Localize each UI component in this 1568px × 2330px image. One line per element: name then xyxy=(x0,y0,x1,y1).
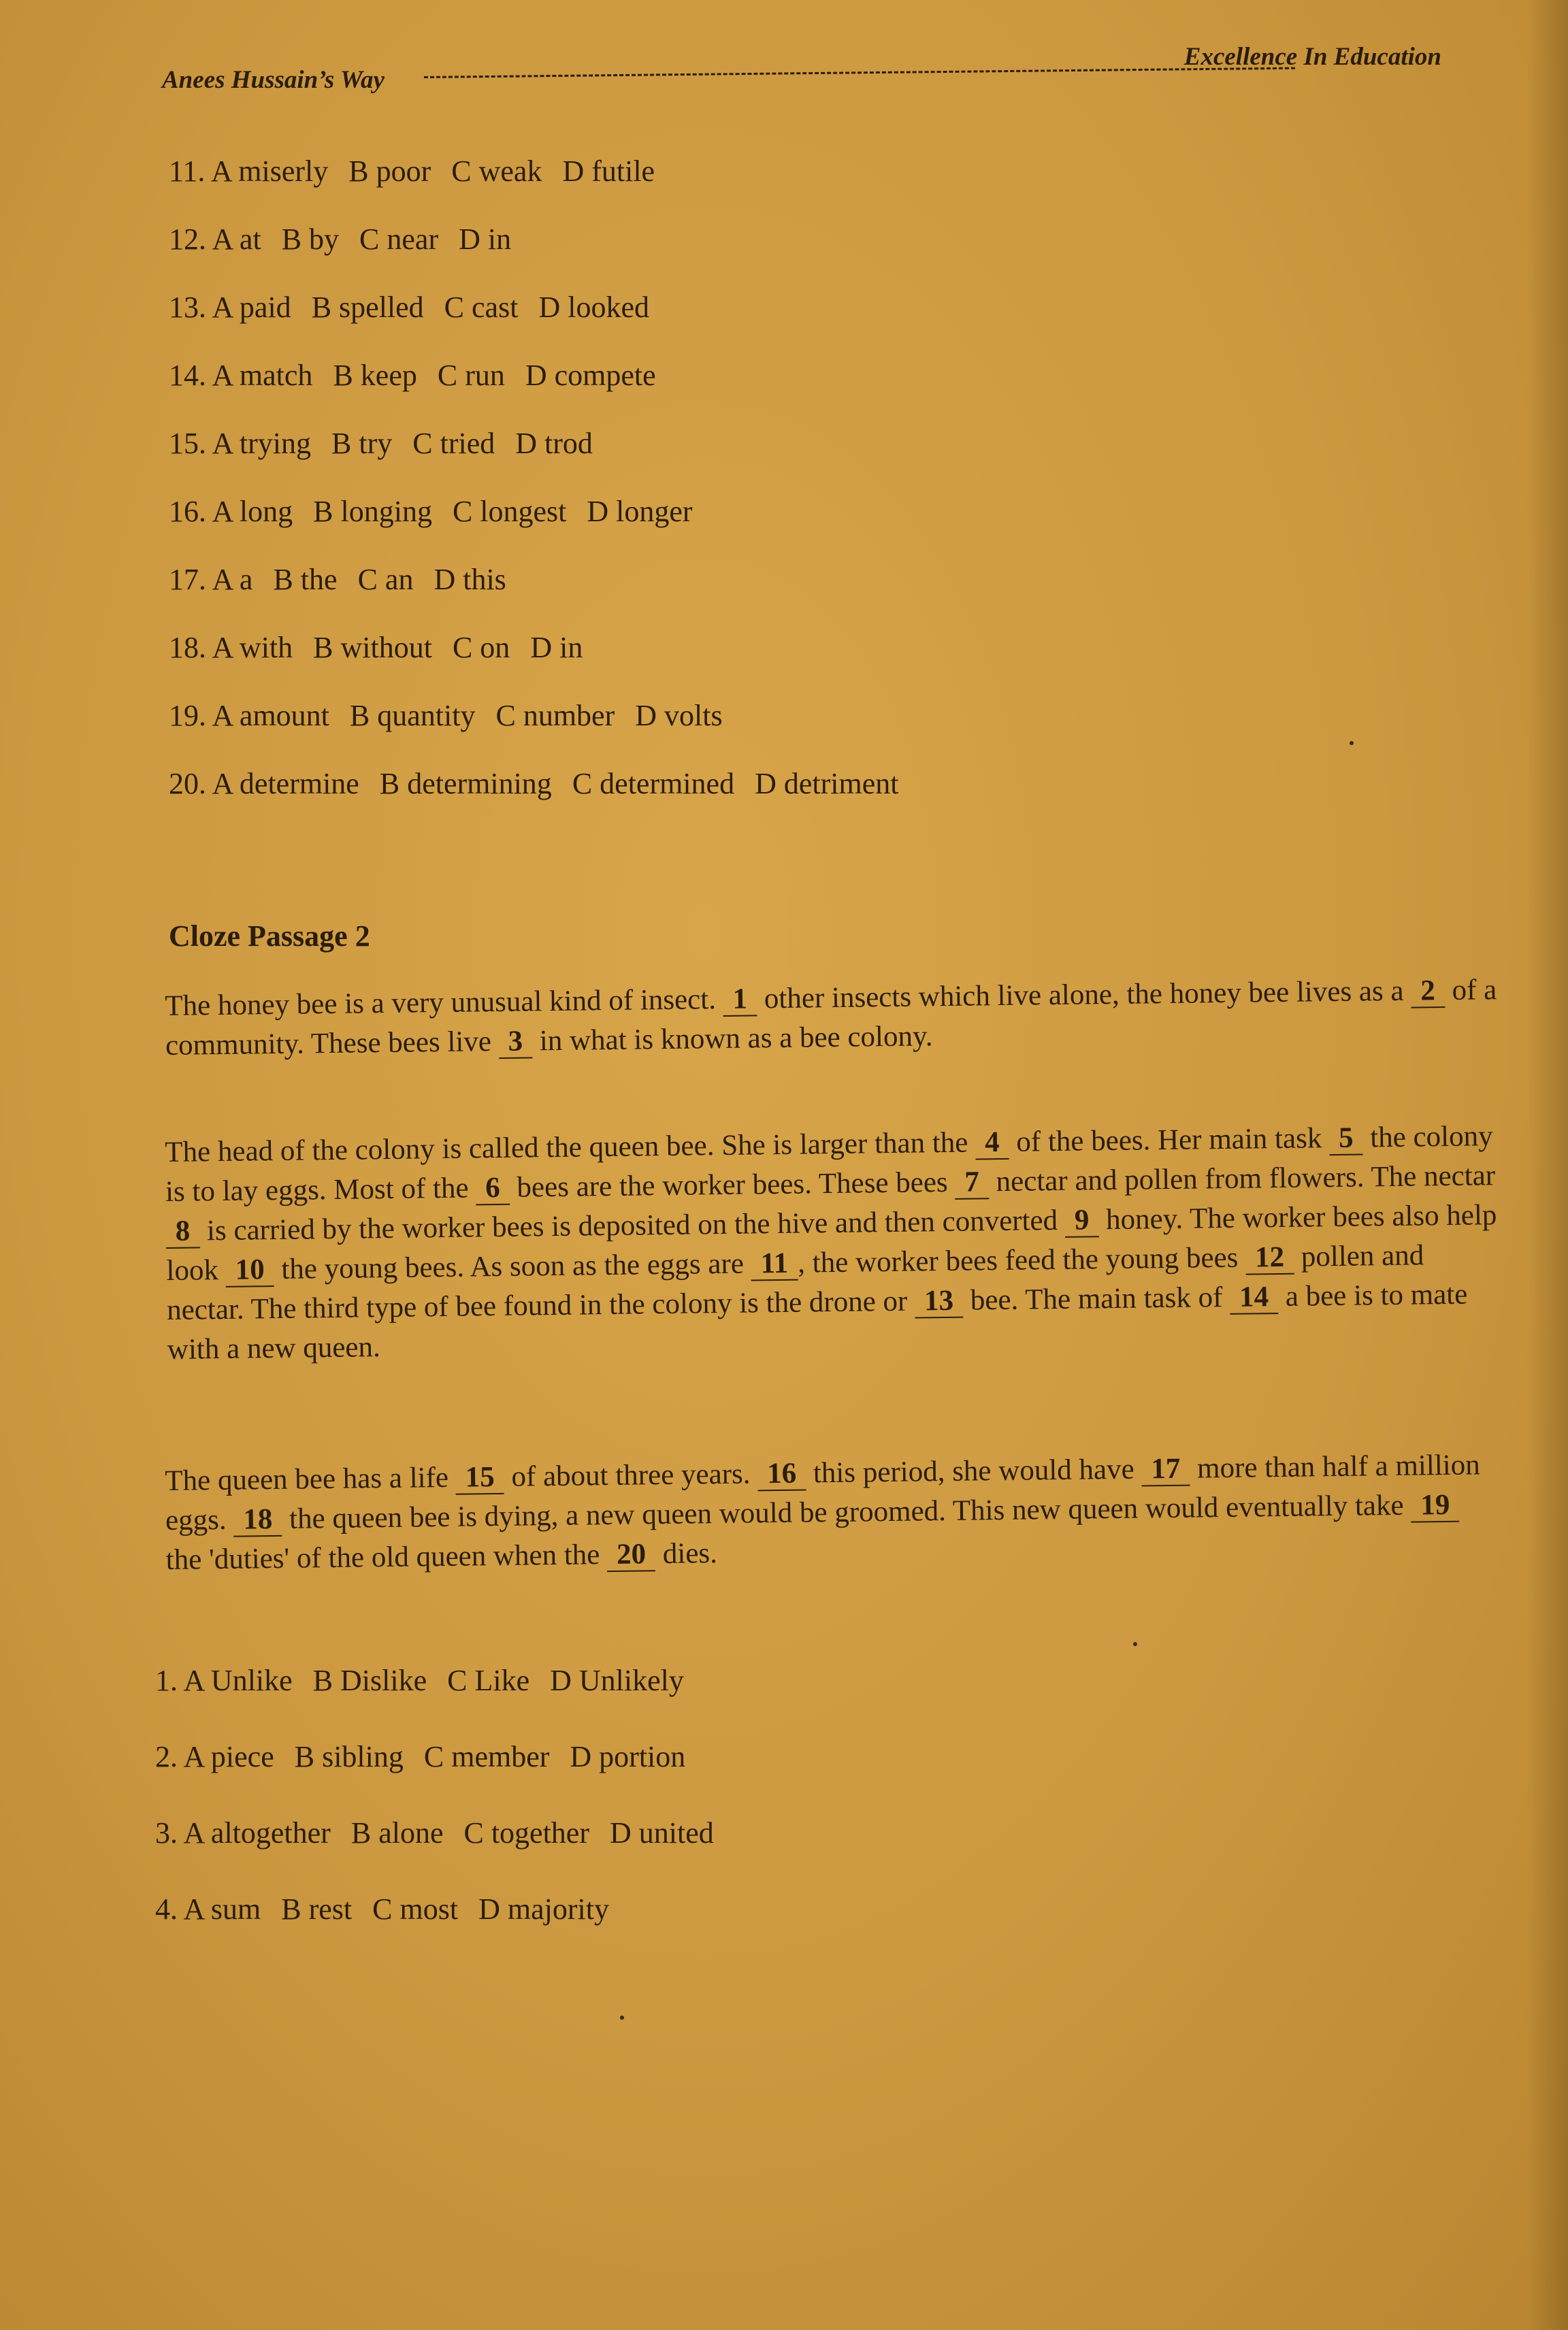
option-row xyxy=(155,1737,1176,1813)
answer-choice: B quantity xyxy=(349,699,476,732)
answer-choice: 3. A altogether xyxy=(155,1816,331,1850)
answer-choice: D Unlikely xyxy=(550,1664,684,1697)
answer-choice: C together xyxy=(463,1816,589,1850)
option-row xyxy=(169,219,1190,287)
passage-text: The head of the colony is called the queen bee. She is larger than the xyxy=(165,1126,976,1168)
answer-choice: 17. A a xyxy=(169,563,253,596)
answer-choice: B longing xyxy=(313,495,432,528)
answer-choice: 18. A with xyxy=(169,631,293,664)
passage-text: the 'duties' of the old queen when the xyxy=(165,1539,608,1576)
answer-choice: B spelled xyxy=(311,291,424,324)
answer-choice: C member xyxy=(423,1740,550,1773)
blank-number: 18 xyxy=(233,1503,282,1537)
option-row xyxy=(155,1813,1176,1889)
page-edge-shadow xyxy=(1527,0,1568,2330)
answer-choice: B try xyxy=(331,427,393,460)
blank-number: 1 xyxy=(723,983,757,1017)
header-dashed-rule xyxy=(424,67,1295,78)
answer-choice: C cast xyxy=(444,291,519,324)
blank-number: 19 xyxy=(1411,1489,1460,1523)
answer-choice: 12. A at xyxy=(169,223,261,256)
answer-choice: D trod xyxy=(515,427,593,460)
option-row xyxy=(155,1660,1176,1737)
cloze-passage-title: Cloze Passage 2 xyxy=(169,919,370,953)
passage-text: more than half a million eggs. xyxy=(165,1449,1480,1537)
answer-choice: C on xyxy=(452,631,510,664)
passage-text: The honey bee is a very unusual kind of insect. xyxy=(165,983,723,1022)
option-row xyxy=(169,423,1190,491)
blank-number: 4 xyxy=(975,1126,1009,1160)
answer-choice: 16. A long xyxy=(169,495,293,528)
answer-choice: B poor xyxy=(348,154,431,188)
answer-choice: C most xyxy=(372,1892,459,1926)
answer-choice: 19. A amount xyxy=(169,699,329,732)
answer-choice: B sibling xyxy=(294,1740,404,1773)
answer-choice: B keep xyxy=(333,359,417,392)
option-row xyxy=(169,695,1190,764)
blank-number: 11 xyxy=(751,1247,798,1281)
option-row xyxy=(169,764,1190,832)
answer-choice: C weak xyxy=(451,154,542,188)
speck xyxy=(1350,741,1354,745)
passage-text: the young bees. As soon as the eggs are xyxy=(274,1247,751,1286)
passage-text: is carried by the worker bees is deposited on the hive and then converted xyxy=(199,1204,1066,1247)
passage-text: The queen bee has a life xyxy=(165,1461,457,1497)
passage-text: of the bees. Her main task xyxy=(1009,1122,1330,1158)
blank-number: 16 xyxy=(757,1457,806,1491)
passage-text: bee. The main task of xyxy=(962,1281,1230,1317)
blank-number: 14 xyxy=(1230,1281,1279,1315)
passage-paragraph-3 xyxy=(165,1445,1500,1580)
answer-choice: D looked xyxy=(538,291,649,324)
blank-number: 15 xyxy=(455,1461,504,1495)
option-row xyxy=(169,491,1190,559)
answer-choice: D detriment xyxy=(755,767,899,800)
answer-choice: C determined xyxy=(572,767,735,800)
blank-number: 6 xyxy=(476,1172,510,1206)
blank-number: 2 xyxy=(1411,974,1445,1008)
answer-choice: C run xyxy=(437,359,505,392)
answer-choice: 4. A sum xyxy=(155,1892,261,1926)
answer-choice: B the xyxy=(273,563,338,596)
answer-choice: B alone xyxy=(350,1816,444,1850)
answer-choice: B by xyxy=(281,223,340,256)
answer-choice: C an xyxy=(357,563,414,596)
answer-choice: D in xyxy=(459,223,512,256)
speck xyxy=(1133,1642,1137,1646)
passage-text: of a community. These bees live xyxy=(165,974,1497,1062)
answer-choice: D majority xyxy=(478,1892,609,1926)
answer-choice: C Like xyxy=(447,1664,530,1697)
answer-choice: D united xyxy=(610,1816,714,1850)
answer-choice: 15. A trying xyxy=(169,427,312,460)
answer-choice: D portion xyxy=(570,1740,686,1773)
passage-text: other insects which live alone, the honey bee lives as a xyxy=(756,974,1411,1015)
answer-choice: 14. A match xyxy=(169,359,313,392)
passage-text: nectar and pollen from flowers. The nectar xyxy=(988,1160,1496,1198)
blank-number: 20 xyxy=(607,1538,656,1572)
option-row xyxy=(169,627,1190,695)
blank-number: 5 xyxy=(1329,1121,1363,1155)
answer-options-11-20 xyxy=(169,151,1190,832)
answer-choice: D futile xyxy=(562,154,655,188)
answer-choice: D compete xyxy=(525,359,656,392)
answer-choice: D volts xyxy=(635,699,723,732)
passage-text: pollen and nectar. The third type of bee found in the colony is the drone or xyxy=(166,1239,1424,1326)
page-header xyxy=(162,42,1441,97)
answer-choice: C near xyxy=(359,223,439,256)
answer-choice: B without xyxy=(313,631,432,664)
blank-number: 3 xyxy=(498,1025,532,1059)
header-slogan: Excellence In Education xyxy=(1183,43,1441,71)
passage-text: honey. The worker bees also help look xyxy=(166,1199,1497,1287)
answer-choice: B Dislike xyxy=(312,1664,427,1697)
passage-text: this period, she would have xyxy=(805,1453,1142,1490)
passage-text: in what is known as a bee colony. xyxy=(532,1020,933,1057)
answer-choice: 13. A paid xyxy=(169,291,291,324)
option-row xyxy=(169,287,1190,355)
blank-number: 10 xyxy=(225,1253,274,1287)
answer-choice: 20. A determine xyxy=(169,767,359,800)
answer-options-1-4 xyxy=(155,1660,1176,1965)
passage-text: the queen bee is dying, a new queen would be groomed. This new queen would eventually take xyxy=(282,1489,1411,1535)
answer-choice: B rest xyxy=(281,1892,353,1926)
passage-text: of about three years. xyxy=(504,1458,758,1493)
blank-number: 8 xyxy=(165,1215,199,1249)
passage-text: bees are the worker bees. These bees xyxy=(509,1166,956,1204)
option-row xyxy=(169,355,1190,423)
answer-choice: 1. A Unlike xyxy=(155,1664,293,1697)
passage-text: dies. xyxy=(655,1537,718,1571)
blank-number: 9 xyxy=(1065,1204,1099,1238)
option-row xyxy=(155,1889,1176,1965)
option-row xyxy=(169,151,1190,219)
passage-text: , the worker bees feed the young bees xyxy=(797,1241,1246,1279)
answer-choice: C tried xyxy=(412,427,495,460)
answer-choice: C number xyxy=(495,699,615,732)
answer-choice: C longest xyxy=(452,495,567,528)
answer-choice: B determining xyxy=(379,767,552,800)
passage-paragraph-2 xyxy=(165,1117,1501,1370)
answer-choice: D longer xyxy=(587,495,693,528)
answer-choice: 11. A miserly xyxy=(169,154,329,188)
blank-number: 13 xyxy=(915,1285,964,1319)
blank-number: 12 xyxy=(1245,1241,1294,1275)
passage-paragraph-1 xyxy=(165,970,1499,1066)
answer-choice: D in xyxy=(530,631,583,664)
passage-text: the colony is to lay eggs. Most of the xyxy=(165,1120,1493,1208)
blank-number: 7 xyxy=(955,1166,989,1200)
speck xyxy=(620,2016,624,2020)
header-author: Anees Hussain’s Way xyxy=(162,66,385,94)
answer-choice: D this xyxy=(434,563,506,596)
answer-choice: 2. A piece xyxy=(155,1740,274,1773)
option-row xyxy=(169,559,1190,627)
blank-number: 17 xyxy=(1141,1453,1190,1487)
passage-text: a bee is to mate with a new queen. xyxy=(167,1278,1468,1366)
